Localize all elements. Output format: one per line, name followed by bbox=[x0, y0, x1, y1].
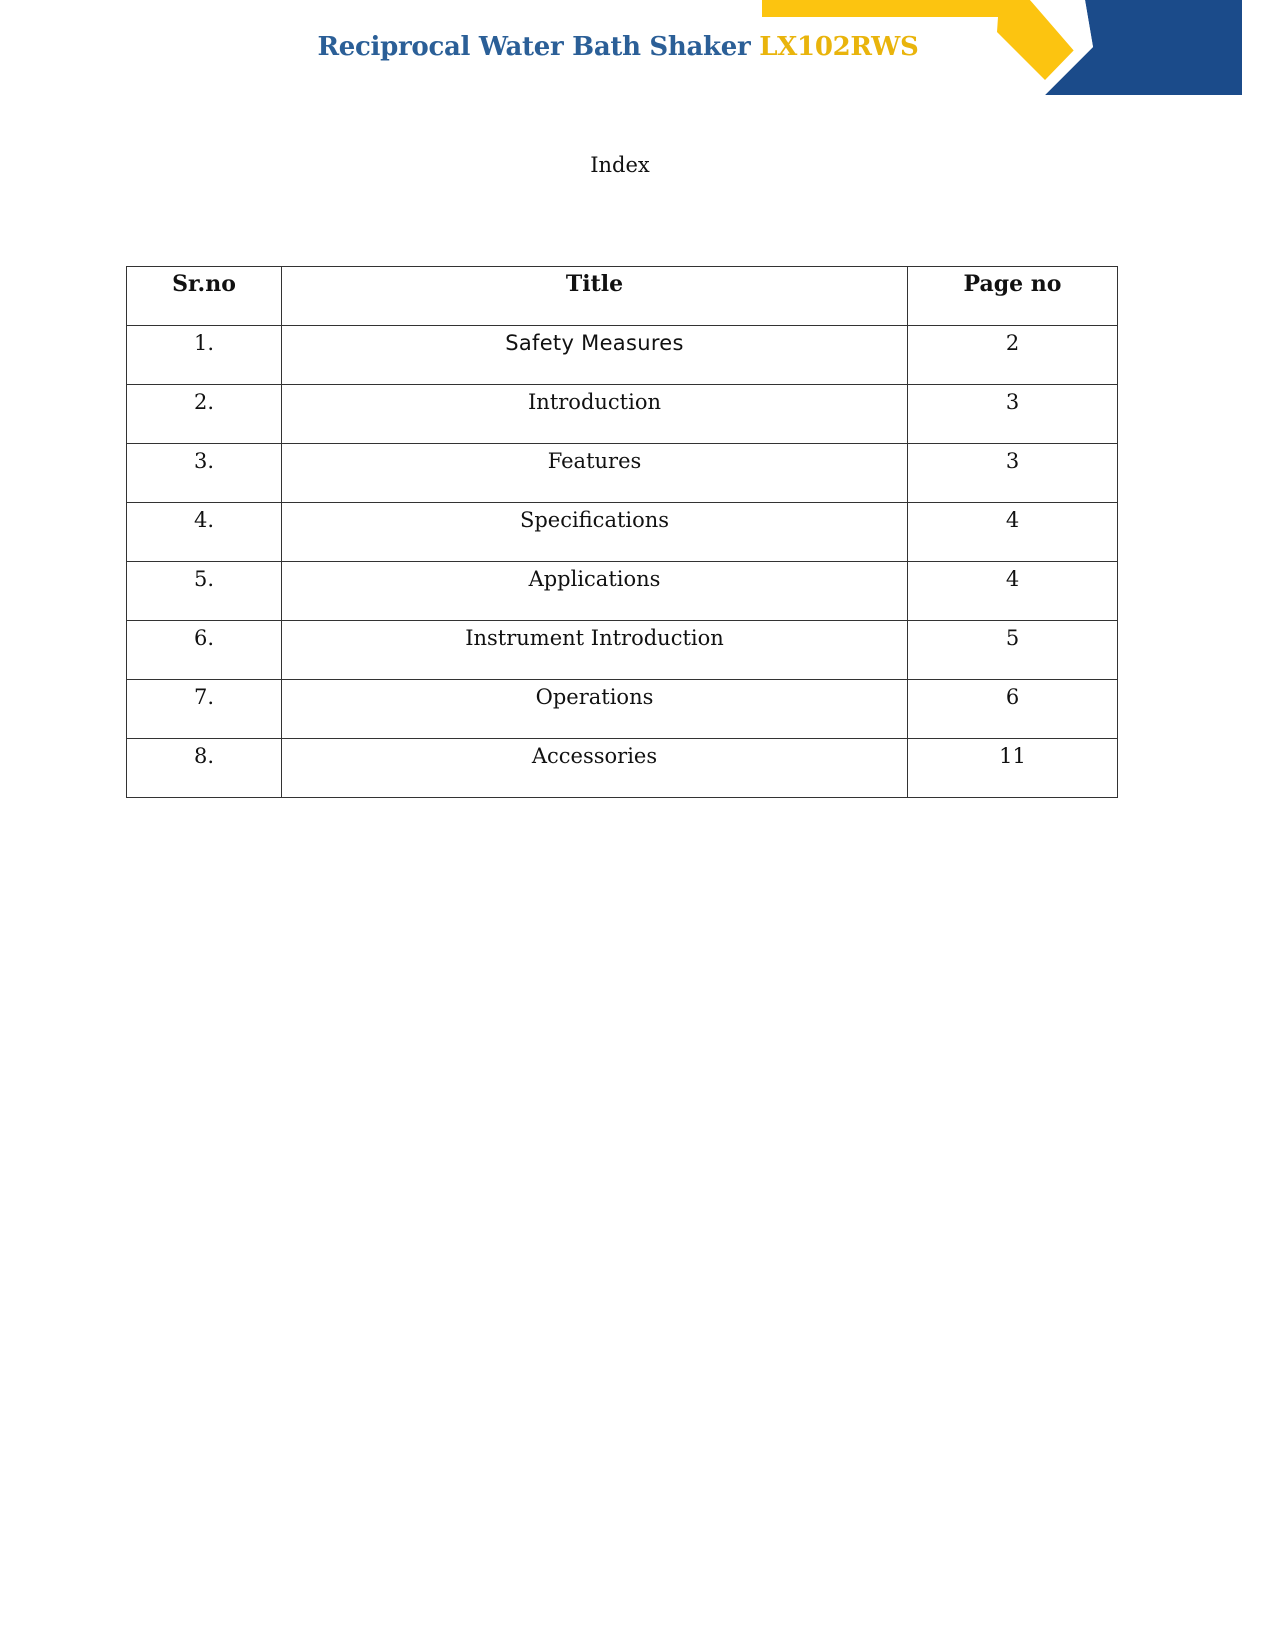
sr-no-cell: 3. bbox=[127, 444, 282, 503]
product-name: Reciprocal Water Bath Shaker bbox=[317, 32, 751, 62]
index-table bbox=[126, 266, 1118, 798]
sr-no-cell: 4. bbox=[127, 503, 282, 562]
sr-no-cell: 2. bbox=[127, 385, 282, 444]
index-heading: Index bbox=[590, 153, 650, 177]
title-cell: Operations bbox=[282, 680, 908, 739]
sr-no-cell: 5. bbox=[127, 562, 282, 621]
title-cell: Features bbox=[282, 444, 908, 503]
title-cell: Introduction bbox=[282, 385, 908, 444]
sr-no-cell: 8. bbox=[127, 739, 282, 798]
page-no-cell: 3 bbox=[908, 385, 1118, 444]
title-cell: Applications bbox=[282, 562, 908, 621]
table-row bbox=[127, 326, 1118, 385]
page-no-cell: 3 bbox=[908, 444, 1118, 503]
column-header-page-no: Page no bbox=[908, 267, 1118, 326]
document-header-title bbox=[0, 32, 1236, 62]
column-header-title: Title bbox=[282, 267, 908, 326]
column-header-sr-no: Sr.no bbox=[127, 267, 282, 326]
sr-no-cell: 6. bbox=[127, 621, 282, 680]
title-cell: Safety Measures bbox=[282, 326, 908, 385]
title-cell: Instrument Introduction bbox=[282, 621, 908, 680]
product-model: LX102RWS bbox=[759, 32, 919, 62]
page-no-cell: 4 bbox=[908, 562, 1118, 621]
table-row bbox=[127, 739, 1118, 798]
sr-no-cell: 1. bbox=[127, 326, 282, 385]
page-no-cell: 6 bbox=[908, 680, 1118, 739]
table-row bbox=[127, 503, 1118, 562]
page-no-cell: 2 bbox=[908, 326, 1118, 385]
table-row bbox=[127, 562, 1118, 621]
title-cell: Accessories bbox=[282, 739, 908, 798]
page-no-cell: 5 bbox=[908, 621, 1118, 680]
table-row bbox=[127, 680, 1118, 739]
table-row bbox=[127, 385, 1118, 444]
table-row bbox=[127, 621, 1118, 680]
table-header-row bbox=[127, 267, 1118, 326]
table-row bbox=[127, 444, 1118, 503]
title-cell: Specifications bbox=[282, 503, 908, 562]
page-no-cell: 4 bbox=[908, 503, 1118, 562]
page-no-cell: 11 bbox=[908, 739, 1118, 798]
sr-no-cell: 7. bbox=[127, 680, 282, 739]
